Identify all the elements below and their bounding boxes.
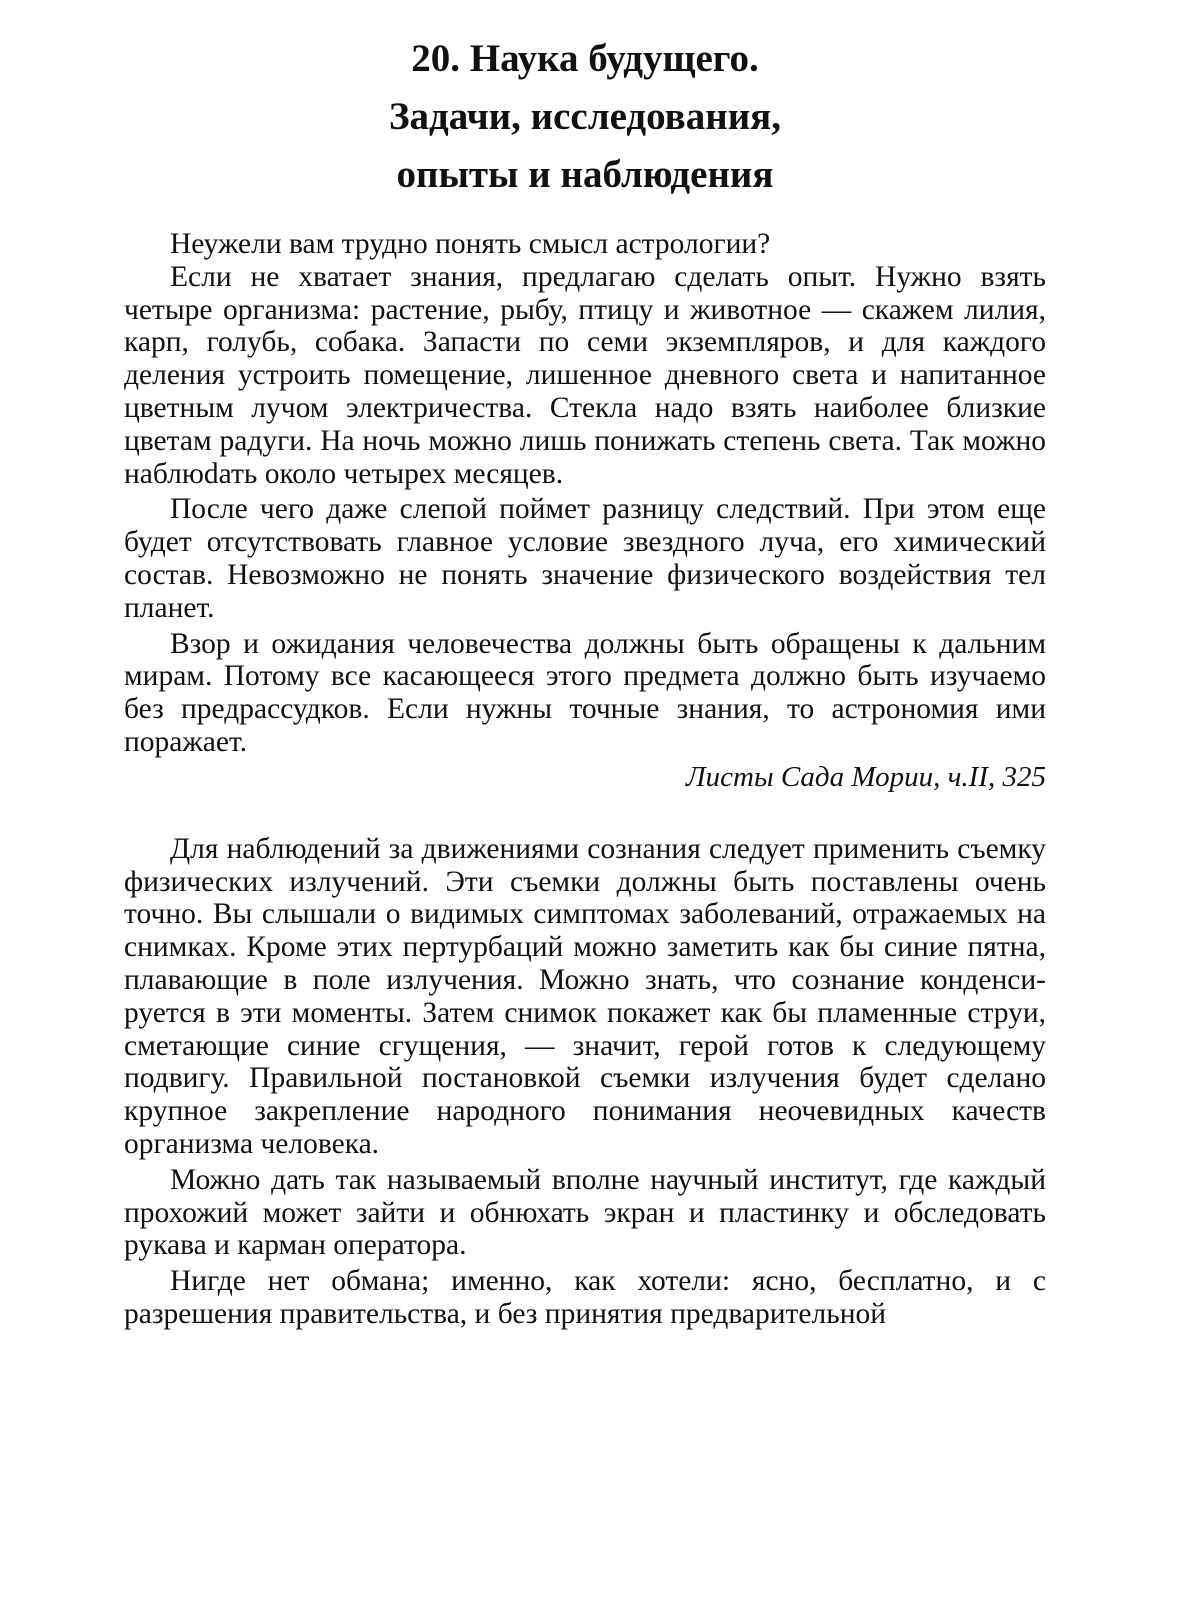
paragraph: После чего даже слепой поймет разницу следствий. При этом еще будет отсутствовать главное условие звездного луча, его химический состав. Невозможно не понять значение физического воздействия тел планет. xyxy=(124,493,1046,624)
page xyxy=(124,30,1046,1331)
title-line-2: Задачи, исследования, xyxy=(388,95,782,138)
source-citation: Листы Сада Мории, ч.II, 325 xyxy=(686,760,1046,793)
paragraph: Неужели вам трудно понять смысл астрологии? xyxy=(170,228,771,260)
paragraph: Если не хватает знания, предлагаю сделать опыт. Нужно взять четыре организма: растение, рыбу, птицу и животное — скажем лилия, карп, голубь, собака. Запасти по семи экземпляров, и для каждого деления устроить помещение, лишенное дневного света и напитанное цветным лучом электричества. Стекла надо взять наиболее близкие цветам радуги. На ночь можно лишь понижать степень света. Так можно наблюdать около четырех месяцев. xyxy=(124,260,1046,490)
paragraph: Нигде нет обмана; именно, как хотели: ясно, бесплатно, и с разрешения правительства, и без принятия предварительной xyxy=(124,1265,1046,1330)
paragraph: Взор и ожидания человечества должны быть обращены к дальним мирам. Потому все касающееся этого предмета должно быть изучаемо без предрассудков. Если нужны точные знания, то астрономия ими поражает. xyxy=(124,627,1046,758)
paragraph: Можно дать так называемый вполне научный институт, где каждый прохожий может зайти и обнюхать экран и пластинку и обследовать рукава и карман оператора. xyxy=(124,1163,1046,1262)
section-astrology xyxy=(124,228,1046,794)
section-divider-space xyxy=(124,794,1046,833)
title-line-1: 20. Наука будущего. xyxy=(411,37,759,80)
page-title xyxy=(124,30,1046,204)
paragraph: Для наблюдений за движениями сознания следует применить съемку физических излучений. Эти съемки должны быть поставлены очень точно. Вы слышали о видимых симптомах заболеваний, отражаемых на снимках. Кроме этих пертурбаций можно заметить как бы синие пятна, плавающие в поле излучения. Можно знать, что сознание конденсируется в эти моменты. Затем снимок покажет как бы пламенные струи, сметающие синие сгущения, — значит, герой готов к следующему подвигу. Правильной постановкой съемки излучения будет сделано крупное закрепление народного понимания неочевидных качеств организма человека. xyxy=(124,832,1046,1160)
section-radiation-photography xyxy=(124,833,1046,1331)
title-line-3: опыты и наблюдения xyxy=(396,153,774,196)
